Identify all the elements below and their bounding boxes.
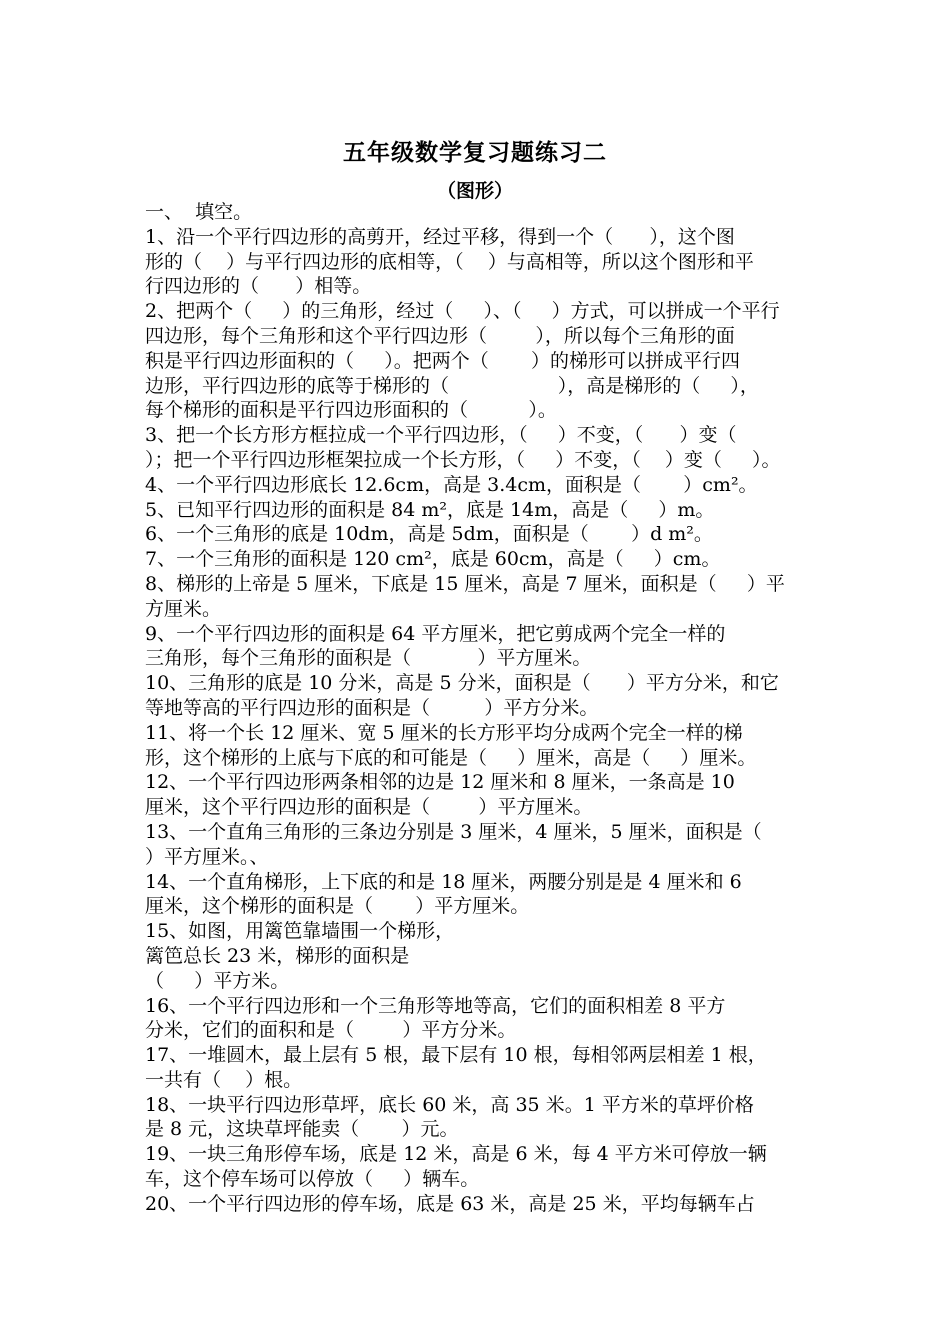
- question-line: 厘米，这个平行四边形的面积是（ ）平方厘米。: [145, 796, 593, 819]
- question-line: 三角形，每个三角形的面积是（ ）平方厘米。: [145, 647, 592, 670]
- section-heading: 一、 填空。: [145, 201, 253, 223]
- question-line: 一共有（ ）根。: [145, 1068, 303, 1091]
- question-line: 车，这个停车场可以停放（ ）辆车。: [145, 1168, 480, 1191]
- question-line: 16、一个平行四边形和一个三角形等地等高，它们的面积相差 8 平方: [145, 994, 726, 1017]
- question-line: 形，这个梯形的上底与下底的和可能是（ ）厘米，高是（ ）厘米。: [145, 746, 757, 769]
- question-line: 13、一个直角三角形的三条边分别是 3 厘米，4 厘米，5 厘米，面积是（: [145, 820, 762, 843]
- question-line: 3、把一个长方形方框拉成一个平行四边形，（ ）不变，（ ）变（: [145, 424, 737, 447]
- page-subtitle: （图形）: [436, 180, 513, 202]
- question-line: 1、沿一个平行四边形的高剪开，经过平移，得到一个（ ），这个图: [145, 225, 735, 248]
- question-line: 四边形，每个三角形和这个平行四边形（ ），所以每个三角形的面: [145, 324, 735, 347]
- question-line: 行四边形的（ ）相等。: [145, 275, 372, 298]
- question-line: （ ）平方米。: [145, 969, 290, 992]
- question-line: 厘米，这个梯形的面积是（ ）平方厘米。: [145, 895, 530, 918]
- question-line: 形的（ ）与平行四边形的底相等，（ ）与高相等，所以这个图形和平: [145, 250, 754, 273]
- question-line: 6、一个三角形的底是 10dm，高是 5dm，面积是（ ）d m²。: [145, 523, 713, 546]
- question-line: 2、把两个（ ）的三角形，经过（ ）、（ ）方式，可以拼成一个平行: [145, 300, 780, 323]
- question-line: 11、将一个长 12 厘米、宽 5 厘米的长方形平均分成两个完全一样的梯: [145, 721, 743, 744]
- question-line: 5、已知平行四边形的面积是 84 m²，底是 14m，高是（ ）m。: [145, 498, 715, 521]
- question-line: 每个梯形的面积是平行四边形面积的（ ）。: [145, 399, 557, 422]
- question-line: 边形，平行四边形的底等于梯形的（ ），高是梯形的（ ），: [145, 374, 759, 397]
- question-line: 等地等高的平行四边形的面积是（ ）平方分米。: [145, 696, 599, 719]
- question-line: 15、如图，用篱笆靠墙围一个梯形，: [145, 920, 455, 943]
- question-line: ）；把一个平行四边形框架拉成一个长方形，（ ）不变，（ ）变（ ）。: [145, 448, 781, 471]
- question-line: 14、一个直角梯形，上下底的和是 18 厘米，两腰分别是是 4 厘米和 6: [145, 870, 742, 893]
- question-list: [145, 200, 810, 1217]
- question-line: ）平方厘米。、: [145, 845, 269, 868]
- question-line: 10、三角形的底是 10 分米，高是 5 分米，面积是（ ）平方分米，和它: [145, 672, 779, 695]
- question-line: 4、一个平行四边形底长 12.6cm，高是 3.4cm，面积是（ ）cm²。: [145, 473, 758, 496]
- question-line: 19、一块三角形停车场，底是 12 米，高是 6 米，每 4 平方米可停放一辆: [145, 1143, 767, 1166]
- question-line: 篱笆总长 23 米，梯形的面积是: [145, 944, 410, 967]
- question-line: 17、一堆圆木，最上层有 5 根，最下层有 10 根，每相邻两层相差 1 根，: [145, 1044, 767, 1067]
- question-line: 积是平行四边形面积的（ ）。把两个（ ）的梯形可以拼成平行四: [145, 349, 740, 372]
- question-line: 方厘米。: [145, 597, 222, 620]
- question-line: 8、梯形的上帝是 5 厘米，下底是 15 厘米，高是 7 厘米，面积是（ ）平: [145, 572, 785, 595]
- question-line: 18、一块平行四边形草坪，底长 60 米，高 35 米。1 平方米的草坪价格: [145, 1093, 754, 1116]
- question-line: 分米，它们的面积和是（ ）平方分米。: [145, 1019, 517, 1042]
- question-line: 20、一个平行四边形的停车场，底是 63 米，高是 25 米，平均每辆车占: [145, 1192, 755, 1215]
- page-title: 五年级数学复习题练习二: [343, 139, 607, 166]
- question-line: 12、一个平行四边形两条相邻的边是 12 厘米和 8 厘米，一条高是 10: [145, 771, 735, 794]
- question-line: 9、一个平行四边形的面积是 64 平方厘米，把它剪成两个完全一样的: [145, 622, 726, 645]
- question-line: 是 8 元，这块草坪能卖（ ）元。: [145, 1118, 459, 1141]
- question-line: 7、一个三角形的面积是 120 cm²，底是 60cm，高是（ ）cm。: [145, 548, 721, 571]
